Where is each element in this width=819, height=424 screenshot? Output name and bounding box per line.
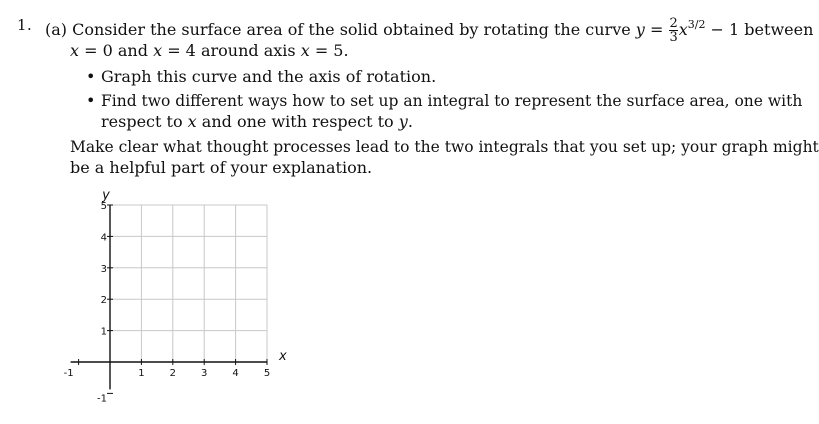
x-tick-label: 4	[232, 368, 239, 379]
bullet-2-var-y: y	[398, 112, 408, 131]
bullet-dot-1: •	[86, 67, 96, 86]
line2-eq1: = 0 and	[84, 41, 148, 60]
y-axis-label: y	[102, 188, 110, 203]
y-tick-label: -1	[97, 393, 107, 405]
y-tick-label: 3	[100, 263, 107, 275]
part-label: (a)	[45, 20, 68, 39]
x-tick-label: -1	[63, 368, 74, 379]
line2-var-x2: x	[153, 41, 163, 60]
problem-number: 1.	[17, 16, 33, 34]
line2-eq3: = 5.	[314, 41, 349, 60]
problem-statement-line2	[70, 41, 349, 61]
eq-fraction	[669, 17, 677, 44]
y-tick-label: 5	[100, 201, 107, 212]
statement-text: Consider the surface area of the solid obtained by rotating the curve	[72, 20, 631, 39]
frac-denominator: 3	[669, 30, 678, 45]
eq-minus-one: − 1 between	[710, 20, 814, 39]
line2-eq2: = 4 around axis	[167, 41, 296, 60]
eq-var-x: x	[678, 20, 688, 39]
bullet-2-line1: Find two different ways how to set up an integral to represent the surface area, one with	[101, 92, 803, 110]
eq-var-y: y	[635, 20, 645, 39]
bullet-2-text-a: respect to	[101, 112, 183, 131]
frac-numerator: 2	[669, 16, 678, 31]
coordinate-graph	[60, 186, 300, 411]
grid	[110, 205, 267, 362]
bullet-2-var-x: x	[187, 112, 197, 131]
line2-var-x3: x	[300, 41, 310, 60]
eq-equals: =	[649, 20, 664, 39]
y-tick-label: 1	[100, 326, 107, 338]
x-tick-label: 3	[201, 368, 208, 379]
y-tick-label: 4	[100, 232, 107, 244]
bullet-2-text-b: and one with respect to	[201, 112, 394, 131]
instruction-line2: be a helpful part of your explanation.	[70, 158, 373, 177]
x-axis-label: x	[279, 349, 287, 364]
eq-exponent: 3/2	[687, 18, 706, 31]
problem-statement-line1	[45, 15, 813, 44]
bullet-dot-2: •	[86, 91, 96, 110]
axis-labels	[64, 188, 287, 404]
line2-var-x1: x	[70, 41, 80, 60]
bullet-2-line2	[101, 112, 413, 132]
x-tick-label: 5	[263, 368, 271, 379]
y-tick-label: 2	[100, 295, 107, 307]
x-tick-label: 1	[138, 368, 145, 379]
bullet-2-period: .	[407, 112, 413, 131]
instruction-line1: Make clear what thought processes lead to the two integrals that you set up; your graph might	[70, 138, 819, 156]
bullet-1-text: Graph this curve and the axis of rotation.	[101, 67, 437, 86]
x-tick-label: 2	[169, 368, 176, 379]
